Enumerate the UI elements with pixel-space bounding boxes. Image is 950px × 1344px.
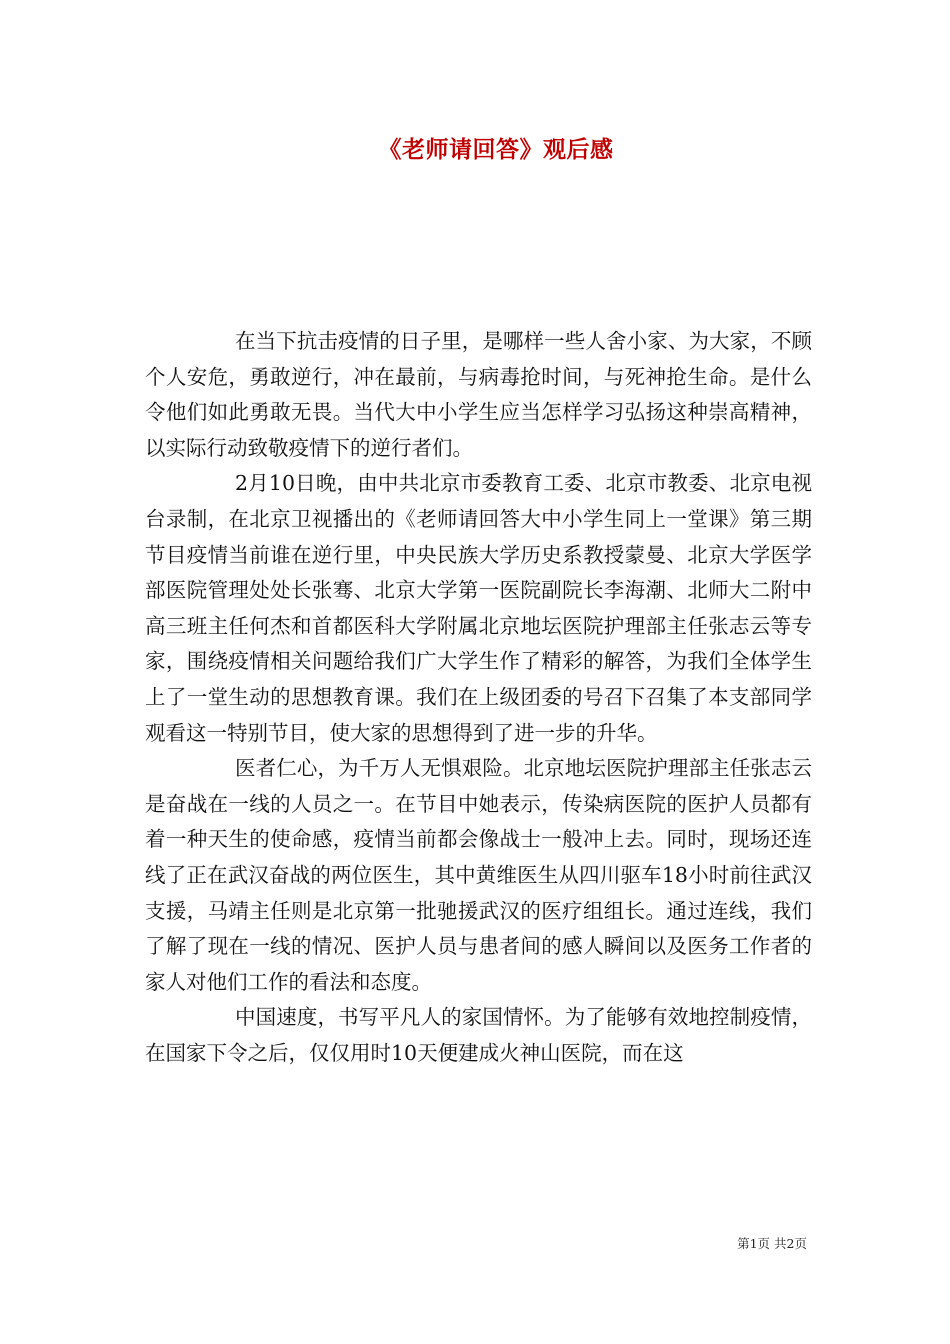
document-title: 《老师请回答》观后感 bbox=[378, 136, 614, 163]
paragraph-3: 医者仁心，为千万人无惧艰险。北京地坛医院护理部主任张志云是奋战在一线的人员之一。在节目中她表示，传染病医院的医护人员都有着一种天生的使命感，疫情当前都会像战士一般冲上去。同时，现场还连线了正在武汉奋战的两位医生，其中黄维医生从四川驱车18小时前往武汉支援，马靖主任则是北京第一批驰援武汉的医疗组组长。通过连线，我们了解了现在一线的情况、医护人员与患者间的感人瞬间以及医务工作者的家人对他们工作的看法和态度。 bbox=[145, 756, 812, 994]
paragraph-2: 2月10日晚，由中共北京市委教育工委、北京市教委、北京电视台录制，在北京卫视播出的《老师请回答大中小学生同上一堂课》第三期节目疫情当前谁在逆行里，中央民族大学历史系教授蒙曼、北京大学医学部医院管理处处长张骞、北京大学第一医院副院长李海潮、北师大二附中高三班主任何杰和首都医科大学附属北京地坛医院护理部主任张志云等专家，围绕疫情相关问题给我们广大学生作了精彩的解答，为我们全体学生上了一堂生动的思想教育课。我们在上级团委的号召下召集了本支部同学观看这一特别节目，使大家的思想得到了进一步的升华。 bbox=[145, 471, 812, 745]
paragraph-4: 中国速度，书写平凡人的家国情怀。为了能够有效地控制疫情，在国家下令之后，仅仅用时10天便建成火神山医院，而在这 bbox=[145, 1005, 812, 1065]
page-number-footer: 第1页 共2页 bbox=[737, 1236, 807, 1251]
document-body bbox=[145, 324, 812, 1071]
paragraph-1: 在当下抗击疫情的日子里，是哪样一些人舍小家、为大家，不顾个人安危，勇敢逆行，冲在最前，与病毒抢时间，与死神抢生命。是什么令他们如此勇敢无畏。当代大中小学生应当怎样学习弘扬这种崇高精神，以实际行动致敬疫情下的逆行者们。 bbox=[145, 329, 812, 460]
